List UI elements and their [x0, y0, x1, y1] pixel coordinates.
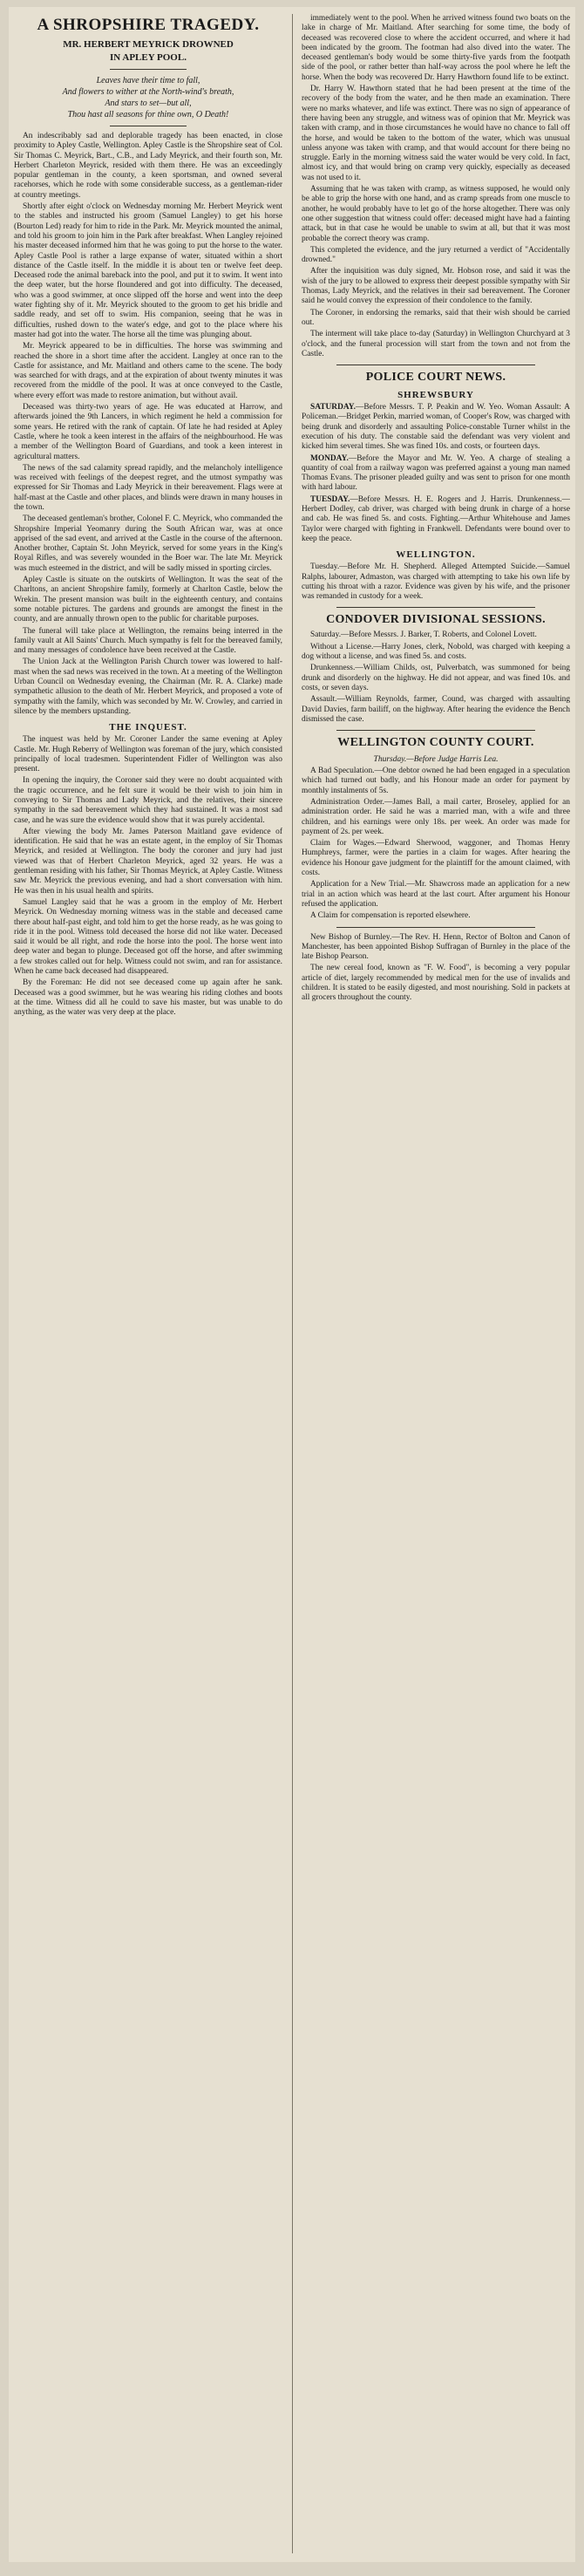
court-paragraph: Assault.—William Reynolds, farmer, Cound, was charged with assaulting David Davies, farm bailiff, on the highway. After hearing the evidence the Bench dismissed the case. [302, 695, 570, 724]
article-paragraph: Assuming that he was taken with cramp, as witness supposed, he would only be able to grip the horse with one hand, and as cramp spreads from one muscle to another, he would probably have to let go of the horse altogether. There was only one other suggestion that witness could offer: deceased might have had a fainting attack, but in that case he would be unable to swim at all, but that it was most probable the correct theory was cramp. [302, 185, 570, 243]
column-rule [292, 14, 293, 2553]
newspaper-page [9, 7, 575, 2562]
headline-subtitle: MR. HERBERT MEYRICK DROWNED [63, 39, 234, 50]
headline-subtitle-2: IN APLEY POOL. [110, 52, 187, 63]
left-column [14, 14, 282, 2553]
court-paragraph: A Claim for compensation is reported elsewhere. [310, 911, 471, 921]
entry-date: MONDAY. [310, 453, 349, 463]
police-court-subheading: SHREWSBURY [397, 390, 474, 401]
article-paragraph: The Union Jack at the Wellington Parish Church tower was lowered to half-mast when the sad news was received in the town. At a meeting of the Wellington Urban Council on Wednesday evening, the Chairman (Mr. R. A. Clarke) made sympathetic allusion to the death of Mr. Herbert Meyrick, and proposed a vote of sympathy with the family, which was seconded by Mr. W. Crowley, and carried in silence by the members upstanding. [14, 658, 282, 716]
entry-date: SATURDAY. [310, 403, 357, 412]
inquest-heading: THE INQUEST. [109, 722, 187, 733]
article-paragraph: Shortly after eight o'clock on Wednesday morning Mr. Herbert Meyrick went to the stables and instructed his groom (Samuel Langley) to get his horse (Bourton Led) ready for him to ride in the Park. Mr. Meyrick mounted the animal, and told his groom to join him in the Park after breakfast. When Langley rejoined his master deceased informed him that he was going to put the horse to the water. Apley Castle Pool is rather a large expanse of water, situated within a short distance of the Castle itself. In the middle it is about ten or twelve feet deep. Deceased rode the animal bareback into the pool, and put it to swim. It went into the deep water, but the horse floundered and got into difficulty. The deceased, who was a good swimmer, at once slipped off the horse and went into the deep water fighting shy of it. Mr. Meyrick shouted to the groom to get his bridle and saddle ready, and set off to swim. His companion, seeing that he was in difficulties, rushed down to the water's edge, and got to the place where his master had got into the water. The horse all the time was plunging about. [14, 202, 282, 339]
verse-line: Thou hast all seasons for thine own, O Death! [67, 110, 229, 119]
epigraph-verse [14, 75, 282, 120]
court-paragraph: Tuesday.—Before Mr. H. Shepherd. Alleged Attempted Suicide.—Samuel Ralphs, labourer, Admaston, was charged with attempting to take his own life by cutting his throat with a razor. Evidence was given by his wife, and the prisoner was remanded in custody for a week. [302, 562, 570, 602]
entry-text: —Before the Mayor and Mr. W. Yeo. A charge of stealing a quantity of coal from a railway wagon was preferred against a young man named Thomas Evans. The prisoner pleaded guilty and was sent to prison for one month with hard labour. [302, 453, 570, 493]
article-paragraph: The news of the sad calamity spread rapidly, and the melancholy intelligence was received with feelings of the deepest regret, and the utmost sympathy was expressed for Sir Thomas and Lady Meyrick in their bereavement. Flags were at half-mast at the Castle and other places, and blinds were drawn in many houses in the town. [14, 463, 282, 512]
inquest-paragraph: In opening the inquiry, the Coroner said they were no doubt acquainted with the tragic occurrence, and he felt sure it would be their wish to join him in conveying to Sir Thomas and Lady Meyrick, and the relatives, their sincere sympathy in the sad bereavement which they had sustained. It was a most sad case, and he was sure the evidence would show that it was purely accidental. [14, 776, 282, 825]
article-paragraph: Mr. Meyrick appeared to be in difficulties. The horse was swimming and reached the shore in a short time after the accident. Langley at once ran to the Castle for assistance, and Mr. Maitland and others came to the scene. The body was searched for with drags, and at the expiration of about twenty minutes it was recovered from the middle of the pool. It was at once conveyed to the Castle, where every effort was made to restore animation, but without avail. [14, 342, 282, 400]
entry-text: —Before Messrs. H. E. Rogers and J. Harris. Drunkenness.—Herbert Dodley, cab driver, was charged with being drunk in charge of a horse and cab. He was fined 5s. and costs. Fighting.—Arthur Whitehouse and James Taylor were charged with fighting in Frankwell. Defendants were bound over to keep the peace. [302, 494, 570, 543]
article-paragraph: The deceased gentleman's brother, Colonel F. C. Meyrick, who commanded the Shropshire Imperial Yeomanry during the South African war, was at once apprised of the sad event, and arrived at the Castle in the course of the afternoon. Another brother, Captain St. John Meyrick, served for some years in the King's Royal Rifles, and was severely wounded in the Boer war. The late Mr. Meyrick was much esteemed in the district, and will be sadly missed in sporting circles. [14, 515, 282, 573]
article-paragraph: This completed the evidence, and the jury returned a verdict of "Accidentally drowned." [302, 245, 570, 265]
divider [336, 730, 535, 731]
news-paragraph: New Bishop of Burnley.—The Rev. H. Henn, Rector of Bolton and Canon of Manchester, has been appointed Bishop Suffragan of Burnley in the place of the late Bishop Pearson. [302, 932, 570, 962]
article-paragraph: Dr. Harry W. Hawthorn stated that he had been present at the time of the recovery of the body from the water, and he then made an examination. There were no marks whatever, and life was extinct. There was no sign of appearance of there having been any struggle, and witness was of opinion that Mr. Meyrick was taken with cramp, and in those circumstances he would have no chance to fall off the horse, and would be taken to the bottom of the water, which was unusual unless anyone was taken with cramp, and that would account for there being no struggle. Early in the morning witness said the water would be very cold. In fact, almost icy, and that would bring on cramp very quickly, especially as deceased was not used to it. [302, 85, 570, 182]
divider [336, 607, 535, 608]
court-paragraph: Claim for Wages.—Edward Sherwood, waggoner, and Thomas Henry Humphreys, farmer, were the parties in a claim for wages. After hearing the evidence his Honour gave judgment for the plaintiff for the amount claimed, with costs. [302, 839, 570, 878]
court-paragraph: A Bad Speculation.—One debtor owned he had been engaged in a speculation which had turned out badly, and his Honour made an order for payment by monthly instalments of 5s. [302, 767, 570, 795]
court-entry [302, 454, 570, 494]
entry-date: TUESDAY. [310, 494, 350, 504]
court-paragraph: Administration Order.—James Ball, a mail carter, Broseley, applied for an administration order. He said he was a married man, with a wife and three children, and his earnings were only 18s. per week. An order was made for payment of 2s. per week. [302, 798, 570, 836]
article-paragraph: The Coroner, in endorsing the remarks, said that their wish should be carried out. [302, 308, 570, 327]
wellington-heading: WELLINGTON. [396, 549, 476, 561]
court-paragraph: Drunkenness.—William Childs, ost, Pulverbatch, was summoned for being drunk and disorderly on the highway. He did not appear, and was fined 10s. and costs, or seven days. [302, 664, 570, 692]
right-column [302, 14, 570, 2553]
inquest-paragraph: Samuel Langley said that he was a groom in the employ of Mr. Herbert Meyrick. On Wednesday morning witness was in the stable and deceased came there about half-past eight, and told him to get the horse ready, as he was going to ride it in the pool. Witness told deceased the horse did not like water. Deceased said it would be all right, and rode the horse into the pool. The horse went into deep water and began to plunge. Deceased got off the horse, and after swimming a few strokes called out for help. Witness could not swim, and ran for assistance. When he came back deceased had disappeared. [14, 897, 282, 977]
police-court-heading: POLICE COURT NEWS. [365, 371, 506, 385]
county-court-heading: WELLINGTON COUNTY COURT. [337, 736, 534, 750]
court-paragraph: Application for a New Trial.—Mr. Shawcross made an application for a new trial in an action which was heard at the last court. After argument his Honour refused the application. [302, 880, 570, 909]
article-paragraph: The interment will take place to-day (Saturday) in Wellington Churchyard at 3 o'clock, and the funeral procession will start from the town and not from the Castle. [302, 330, 570, 358]
divider [336, 927, 535, 928]
inquest-paragraph: By the Foreman: He did not see deceased come up again after he sank. Deceased was a good swimmer, but he was wearing his riding clothes and boots at the time. Witness did all he could to save his master, but was unable to do anything, as the water was very deep at the place. [14, 978, 282, 1018]
condover-heading: CONDOVER DIVISIONAL SESSIONS. [326, 613, 546, 627]
article-paragraph: After the inquisition was duly signed, Mr. Hobson rose, and said it was the wish of the jury to be allowed to express their deepest possible sympathy with Sir Thomas, Lady Meyrick, and the relatives in their sad bereavement. The Coroner said he would convey the expression of their condolence to the family. [302, 267, 570, 306]
court-paragraph: Without a License.—Harry Jones, clerk, Nobold, was charged with keeping a dog without a license, and was fined 5s. and costs. [302, 642, 570, 662]
article-paragraph: Apley Castle is situate on the outskirts of Wellington. It was the seat of the Charltons, an ancient Shropshire family, formerly at Charlton Castle, below the Wrekin. The present mansion was built in the eighteenth century, and contains some notable pictures. The gardens and grounds are amongst the finest in the county, and are annually thrown open to the public for charitable purposes. [14, 576, 282, 624]
article-paragraph: immediately went to the pool. When he arrived witness found two boats on the lake in charge of Mr. Maitland. After searching for some time, the body of deceased was recovered close to where the accident occurred, and where it had been indicated by the groom. The footman had also dived into the water. The deceased gentleman's body would be some thirty-five yards from the footpath side of the pool, or rather better than half-way across the pool where he left the horse. When the body was recovered Dr. Harry Hawthorn found life to be extinct. [302, 14, 570, 82]
court-entry [302, 495, 570, 544]
entry-text: —Before Messrs. T. P. Peakin and W. Yeo. Woman Assault: A Policeman.—Bridget Perkin, married woman, of Cooper's Row, was charged with being drunk and disorderly and assaulting Police-constable Turner whilst in the execution of his duty. The constable said the defendant was very violent and kicked him several times. She was fined 10s. and costs, or fourteen days. [302, 403, 570, 452]
verse-line: And stars to set—but all, [105, 99, 192, 108]
news-paragraph: The new cereal food, known as "F. W. Food", is becoming a very popular article of diet, largely recommended by medical men for the use of invalids and children. It is stated to be easily digested, and most nourishing. Sold in packets at all grocers throughout the county. [302, 964, 570, 1003]
verse-line: And flowers to wither at the North-wind's breath, [62, 87, 234, 97]
article-paragraph: The funeral will take place at Wellington, the remains being interred in the family vault at All Saints' Church. Much sympathy is felt for the bereaved family, and many messages of condolence have been received at the Castle. [14, 626, 282, 656]
inquest-paragraph: After viewing the body Mr. James Paterson Maitland gave evidence of identification. He said that he was an estate agent, in the employ of Sir Thomas Meyrick, and resided at Wellington. The body the coroner and jury had just viewed was that of Herbert Charleton Meyrick, aged 32 years. He was a gentleman residing with his father, Sir Thomas Meyrick, at Apley Castle. Witness saw Mr. Meyrick the previous evening, and had a short conversation with him. He was then in his usual health and spirits. [14, 827, 282, 896]
headline-title: A SHROPSHIRE TRAGEDY. [37, 16, 260, 34]
divider [110, 69, 187, 70]
inquest-paragraph: The inquest was held by Mr. Coroner Lander the same evening at Apley Castle. Mr. Hugh Reberry of Wellington was foreman of the jury, which consisted principally of local tradesmen. Superintendent Fidler of Wellington was also present. [14, 735, 282, 774]
court-entry [302, 403, 570, 452]
verse-line: Leaves have their time to fall, [96, 76, 200, 85]
county-court-subheading: Thursday.—Before Judge Harris Lea. [373, 755, 499, 765]
article-paragraph: Deceased was thirty-two years of age. He was educated at Harrow, and afterwards joined the 9th Lancers, in which regiment he held a commission for some years. He retired with the rank of captain. Of late he had resided at Apley Castle, where he took a keen interest in the affairs of the neighbourhood. He was a member of the Wellington Board of Guardians, and took a keen interest in agricultural matters. [14, 403, 282, 461]
article-paragraph: An indescribably sad and deplorable tragedy has been enacted, in close proximity to Apley Castle, Wellington. Apley Castle is the Shropshire seat of Col. Sir Thomas C. Meyrick, Bart., C.B., and Lady Meyrick, and their fourth son, Mr. Herbert Charleton Meyrick, resided with them there. He was an exceedingly popular gentleman in the county, a keen sportsman, and owned several racehorses, which he rode with some considerable success, as a gentleman-rider at country meetings. [14, 132, 282, 200]
court-paragraph: Saturday.—Before Messrs. J. Barker, T. Roberts, and Colonel Lovett. [310, 630, 537, 640]
